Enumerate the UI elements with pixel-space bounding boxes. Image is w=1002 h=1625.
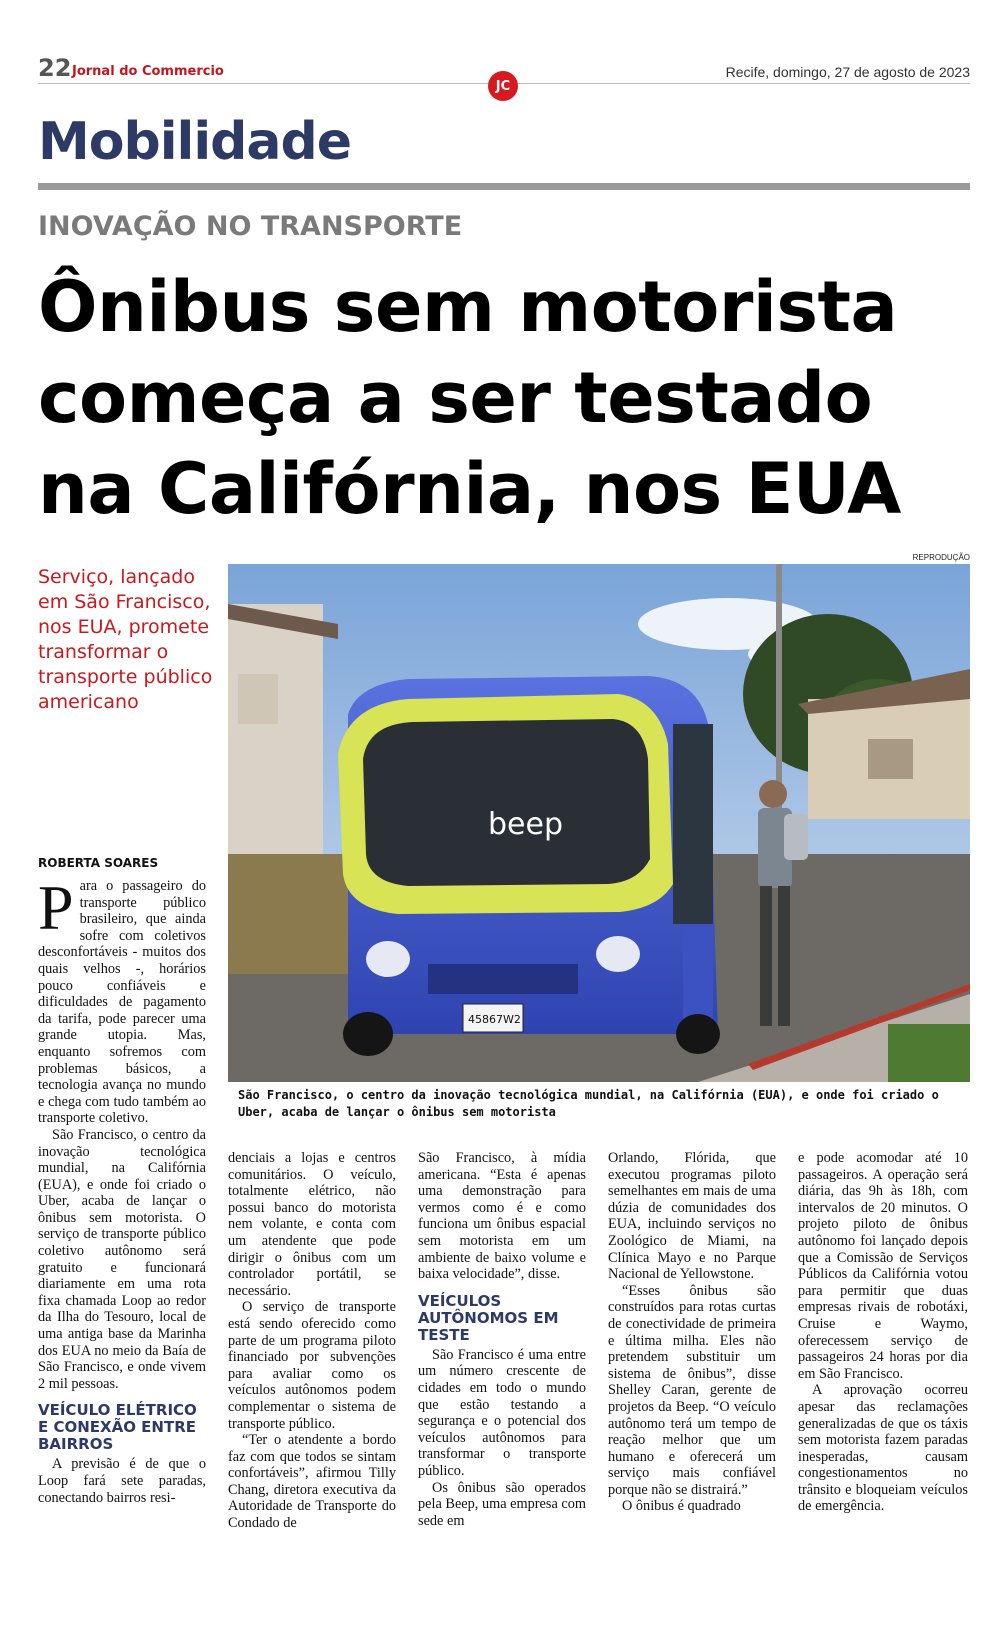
- article-subhead: Serviço, lançado em São Francisco, nos EUA, promete transformar o transporte público americano: [38, 566, 213, 713]
- article-paragraph: e pode acomodar até 10 passageiros. A operação será diária, das 9h às 18h, com intervalos de 20 minutos. O projeto piloto de ônibus autônomo foi lançado depois que a Comissão de Serviços Públicos da Califórnia votou para permitir que duas empresas rivais de robotáxi, Cruise e Waymo, oferecessem serviço de passageiros 24 horas por dia em São Francisco.: [798, 1150, 968, 1382]
- article-column-5: [798, 1150, 968, 1515]
- article-paragraph: São Francisco, o centro da inovação tecnológica mundial, na Califórnia (EUA), e onde foi criado o Uber, acaba de lançar o ônibus sem motorista. O serviço de transporte público coletivo autônomo será gratuito e funcionará diariamente em uma rota fixa chamada Loop ao redor da Ilha do Tesouro, local de uma antiga base da Marinha dos EUA no meio da Baía de São Francisco, e onde vivem 2 mil pessoas.: [38, 1126, 206, 1392]
- newspaper-brand: Jornal do Commercio: [72, 64, 224, 79]
- article-paragraph: “Ter o atendente a bordo faz com que todos se sintam confortáveis”, afirmou Tilly Chang, diretora executiva da Autoridade de Transporte do Condado de: [228, 1432, 396, 1532]
- page-number: 22: [38, 54, 72, 82]
- article-column-3: [418, 1150, 586, 1529]
- edition-date: Recife, domingo, 27 de agosto de 2023: [725, 64, 970, 80]
- article-subheading: VEÍCULO ELÉTRICO E CONEXÃO ENTRE BAIRROS: [38, 1401, 197, 1454]
- article-column-2: [228, 1150, 396, 1532]
- bus-brand-label: beep: [488, 807, 563, 842]
- article-paragraph: denciais a lojas e centros comunitários. O veículo, totalmente elétrico, não possui banco do motorista nem volante, e conta com um atendente que pode dirigir o ônibus com um controlador portátil, se necessário.: [228, 1150, 396, 1299]
- article-paragraph: Os ônibus são operados pela Beep, uma empresa com sede em: [418, 1479, 586, 1529]
- byline: ROBERTA SOARES: [38, 856, 159, 870]
- bus-plate: 45867W2: [468, 1013, 521, 1026]
- article-subheading: VEÍCULOS AUTÔNOMOS EM TESTE: [418, 1291, 559, 1344]
- photo-caption: São Francisco, o centro da inovação tecnológica mundial, na Califórnia (EUA), e onde foi criado o Uber, acaba de lançar o ônibus sem motorista: [238, 1088, 939, 1119]
- article-paragraph: São Francisco é uma entre um número crescente de cidades em todo o mundo que estão testando a segurança e o potencial dos veículos autônomos para transformar o transporte público.: [418, 1346, 586, 1479]
- article-paragraph: “Esses ônibus são construídos para rotas curtas de conectividade de primeira e última milha. Eles não pretendem substituir um sistema de ônibus”, disse Shelley Caran, gerente de projetos da Beep. “O veículo autônomo terá um tempo de reação melhor que um humano e oferecerá um serviço mais confiável porque não se distrairá.”: [608, 1282, 776, 1498]
- headline: Ônibus sem motorista começa a ser testado na Califórnia, nos EUA: [38, 266, 901, 530]
- section-title: Mobilidade: [38, 112, 351, 172]
- section-divider: [38, 183, 970, 190]
- article-column-4: [608, 1150, 776, 1515]
- article-paragraph: A aprovação ocorreu apesar das reclamações generalizadas de que os táxis sem motorista fazem paradas inesperadas, causam congestionamentos no trânsito e bloqueiam veículos de emergência.: [798, 1382, 968, 1515]
- drop-cap: P: [38, 872, 74, 943]
- article-paragraph: A previsão é de que o Loop fará sete paradas, conectando bairros resi-: [38, 1456, 206, 1506]
- photo-credit: REPRODUÇÃO: [912, 553, 970, 562]
- article-paragraph: O ônibus é quadrado: [622, 1498, 741, 1515]
- article-photo: [228, 564, 970, 1082]
- kicker: INOVAÇÃO NO TRANSPORTE: [38, 211, 463, 242]
- article-paragraph: O serviço de transporte está sendo oferecido como parte de um programa piloto financiado por subvenções para avaliar como os veículos autônomos podem complementar o sistema de transporte público.: [228, 1299, 396, 1432]
- article-paragraph: São Francisco, à mídia americana. “Esta é apenas uma demonstração para vermos como é e como funciona um ônibus espacial sem motorista em um ambiente de baixo volume e baixa velocidade”, disse.: [418, 1150, 586, 1283]
- article-paragraph: Para o passageiro do transporte público brasileiro, que ainda sofre com coletivos desconfortáveis - muitos dos quais velhos -, horários pouco confiáveis e dificuldades de pagamento da tarifa, pode parecer uma grande utopia. Mas, enquanto sofremos com problemas básicos, a tecnologia avança no mundo e chega com tudo também ao transporte coletivo.: [38, 872, 206, 1127]
- bus-photo-illustration: [228, 564, 970, 1082]
- jc-logo-icon: JC: [488, 71, 518, 101]
- article-paragraph: Orlando, Flórida, que executou programas piloto semelhantes em mais de uma dúzia de comunidades dos EUA, incluindo serviços no Zoológico de Miami, na Clínica Mayo e no Parque Nacional de Yellowstone.: [608, 1150, 776, 1283]
- article-column-1: [38, 872, 206, 1506]
